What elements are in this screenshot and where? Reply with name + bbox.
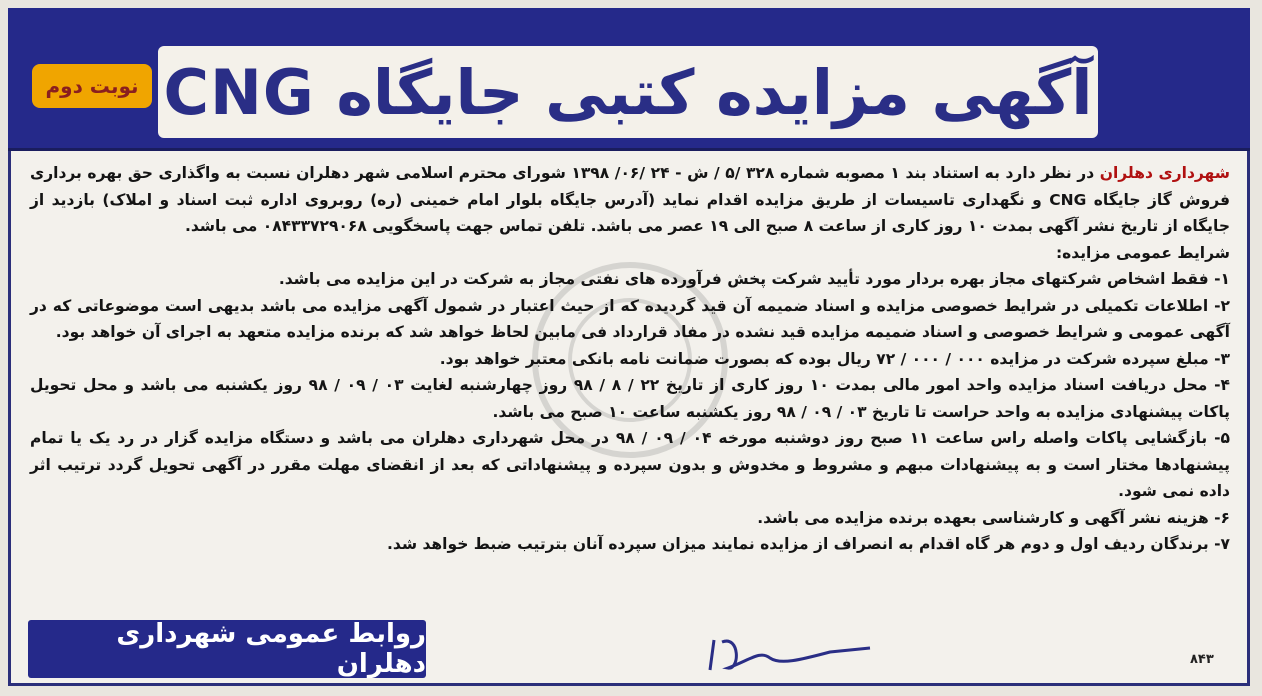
round-badge: نوبت دوم xyxy=(32,64,152,108)
intro-paragraph xyxy=(30,160,1230,240)
condition-item: ۶- هزینه نشر آگهی و کارشناسی بعهده برنده مزایده می باشد. xyxy=(757,508,1230,527)
organization-name: شهرداری دهلران xyxy=(1099,164,1231,182)
notice-code: ۸۴۳ xyxy=(1190,652,1214,667)
condition-item: ۳- مبلغ سپرده شرکت در مزایده ۰۰۰ / ۰۰۰ / ۷۲ ریال بوده که بصورت ضمانت نامه بانکی معتبر خواهد بود. xyxy=(439,349,1230,368)
condition-item: ۵- بازگشایی پاکات واصله راس ساعت ۱۱ صبح روز دوشنبه مورخه ۰۴ / ۰۹ / ۹۸ در محل شهرداری دهلران می باشد و دستگاه مزایده گزار در رد یک یا تمام پیشنهادها مختار است و به پیشنهادات مبهم و مشروط و مخدوش و بدون سپرده و پیشنهاداتی که بعد از انقضای مهلت مقرر در آگهی تحویل گردد ترتیب اثر داده نمی شود. xyxy=(30,429,1230,500)
condition-item: ۱- فقط اشخاص شرکتهای مجاز بهره بردار مورد تأیید شرکت پخش فرآورده های نفتی مجاز به شرکت در این مزایده می باشد. xyxy=(278,270,1230,288)
condition-item: ۷- برندگان ردیف اول و دوم هر گاه اقدام به انصراف از مزایده نمایند میزان سپرده آنان بترتیب ضبط خواهد شد. xyxy=(387,535,1230,553)
signature-mark xyxy=(700,630,880,680)
notice-body xyxy=(30,160,1230,558)
intro-text: در نظر دارد به استناد بند ۱ مصوبه شماره ۳۲۸ /۵ / ش - ۲۴ /۰۶/ ۱۳۹۸ شورای محترم اسلامی شهر دهلران نسبت به واگذاری حق بهره برداری فروش گاز جایگاه CNG و نگهداری تاسیسات از طریق مزایده اقدام نماید (آدرس جایگاه بلوار امام خمینی (ره) روبروی اداره ثبت اسناد و املاک) بازدید از جایگاه از تاریخ نشر آگهی بمدت ۱۰ روز کاری از ساعت ۸ صبح الی ۱۹ عصر می باشد. تلفن تماس جهت پاسخگویی ۰۸۴۳۳۷۲۹۰۶۸ می باشد. xyxy=(30,164,1230,235)
public-relations-footer: روابط عمومی شهرداری دهلران xyxy=(28,620,426,678)
condition-item: ۲- اطلاعات تکمیلی در شرایط خصوصی مزایده و اسناد ضمیمه آن قید گردیده که از حیث اعتبار در شمول آگهی مزایده می باشد بدیهی است موضوعاتی که در آگهی عمومی و شرایط خصوصی و اسناد ضمیمه مزایده قید نشده در مفاد قرارداد فی مابین لحاظ خواهد شد که برنده مزایده متعهد به اجرای آن خواهد بود. xyxy=(30,296,1230,341)
conditions-heading: شرایط عمومی مزایده: xyxy=(1055,243,1230,262)
title-box xyxy=(158,46,1098,138)
condition-item: ۴- محل دریافت اسناد مزایده واحد امور مالی بمدت ۱۰ روز کاری از تاریخ ۲۲ / ۸ / ۹۸ روز چهارشنبه لغایت ۰۳ / ۰۹ / ۹۸ روز یکشنبه می باشد و محل تحویل پاکات پیشنهادی مزایده به واحد حراست تا تاریخ ۰۳ / ۰۹ / ۹۸ روز یکشنبه ساعت ۱۰ صبح می باشد. xyxy=(30,376,1230,421)
notice-title: آگهی مزایده کتبی جایگاه CNG xyxy=(163,55,1093,129)
notice-header xyxy=(8,8,1250,151)
